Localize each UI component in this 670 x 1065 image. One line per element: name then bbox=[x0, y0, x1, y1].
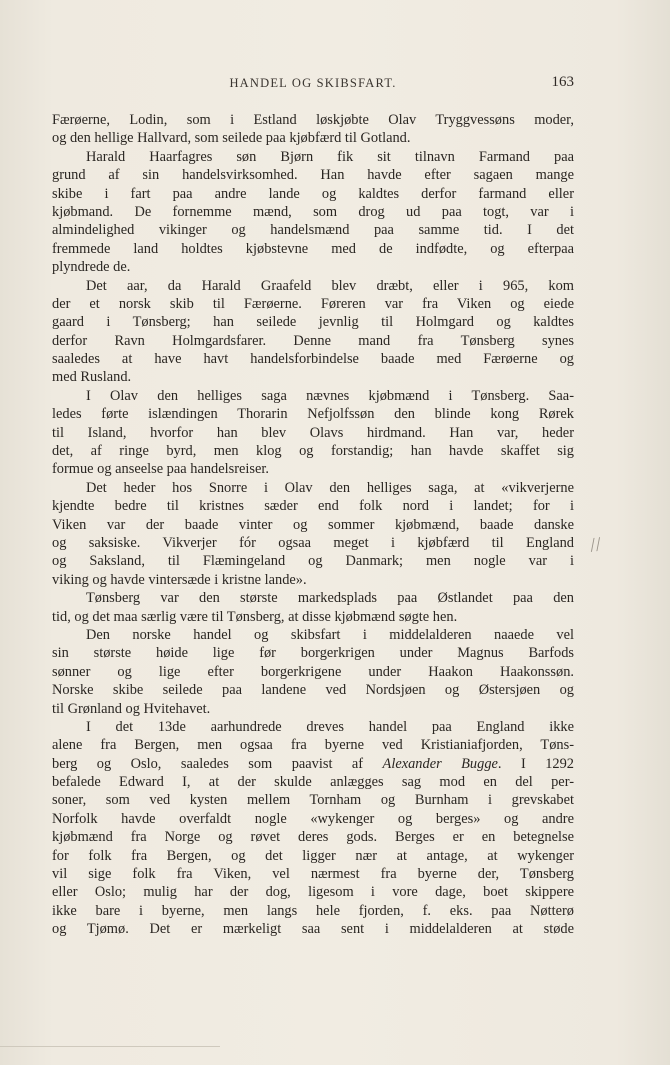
line-text: I Olav den helliges saga nævnes kjøbmænd i Tønsberg. Saa- bbox=[86, 387, 574, 404]
line-text: og den hellige Hallvard, som seilede paa kjøbfærd til Gotland. bbox=[52, 130, 411, 147]
line-text: sønner og lige efter borgerkrigene under Haakon Haakonssøn. bbox=[52, 663, 574, 680]
line-text: saaledes at have havt handelsforbindelse baade med Færøerne og bbox=[52, 351, 574, 368]
text-line bbox=[52, 350, 574, 368]
text-line bbox=[52, 534, 574, 552]
line-text: Norfolk havde overfaldt nogle «wykenger og berges» og andre bbox=[52, 810, 574, 827]
line-text: kjøbmand. De fornemme mænd, som drog ud paa togt, var i bbox=[52, 203, 574, 220]
text-line bbox=[52, 718, 574, 736]
text-line bbox=[52, 295, 574, 313]
text-line bbox=[52, 755, 574, 773]
line-text: formue og anseelse paa handelsreiser. bbox=[52, 461, 269, 478]
text-line bbox=[52, 608, 574, 626]
line-text: Viken var der baade vinter og sommer kjøbmænd, baade danske bbox=[52, 516, 574, 533]
text-line bbox=[52, 387, 574, 405]
text-line bbox=[52, 497, 574, 515]
line-text: befalede Edward I, at der skulde anlægges sag mod en del per- bbox=[52, 774, 574, 791]
running-head: HANDEL OG SKIBSFART. bbox=[229, 76, 397, 90]
page-header bbox=[52, 76, 574, 96]
text-line bbox=[52, 516, 574, 534]
text-line bbox=[52, 148, 574, 166]
text-line bbox=[52, 791, 574, 809]
line-text: gaard i Tønsberg; han seilede jevnlig til Holmgard og kaldtes bbox=[52, 314, 574, 331]
text-line bbox=[52, 700, 574, 718]
line-text: ikke bare i byerne, men langs hele fjorden, f. eks. paa Nøtterø bbox=[52, 902, 574, 919]
line-text: almindelighed vikinger og handelsmænd paa samme tid. I det bbox=[52, 222, 574, 239]
text-line bbox=[52, 313, 574, 331]
line-text: Tønsberg var den største markedsplads paa Østlandet paa den bbox=[86, 590, 574, 607]
text-line bbox=[52, 185, 574, 203]
text-line bbox=[52, 552, 574, 570]
line-text: Harald Haarfagres søn Bjørn fik sit tilnavn Farmand paa bbox=[86, 148, 574, 165]
line-text-continued: . I 1292 bbox=[497, 755, 574, 772]
text-line bbox=[52, 166, 574, 184]
line-text: plyndrede de. bbox=[52, 259, 131, 276]
line-text: for folk fra Bergen, og det ligger nær at antage, at wykenger bbox=[52, 847, 574, 864]
text-line bbox=[52, 663, 574, 681]
page-number: 163 bbox=[551, 74, 574, 90]
line-text: sin største høide lige før borgerkrigen under Magnus Barfods bbox=[52, 645, 574, 662]
italic-author-name: Alexander Bugge bbox=[382, 755, 498, 772]
line-text: eller Oslo; mulig har der dog, ligesom i vore dage, boet skippere bbox=[52, 884, 574, 901]
text-line bbox=[52, 828, 574, 846]
line-text: viking og havde vintersæde i kristne lande». bbox=[52, 571, 307, 588]
line-text: skibe i fart paa andre lande og kaldtes derfor farmand eller bbox=[52, 185, 574, 202]
line-text: ledes førte islændingen Thorarin Nefjolfssøn den blinde kong Rørek bbox=[52, 406, 574, 423]
line-text: soner, som ved kysten mellem Tornham og Burnham i grevskabet bbox=[52, 792, 574, 809]
text-line bbox=[52, 773, 574, 791]
text-line bbox=[52, 129, 574, 147]
text-line bbox=[52, 277, 574, 295]
text-line bbox=[52, 258, 574, 276]
line-text: vil sige folk fra Viken, vel nærmest fra byerne der, Tønsberg bbox=[52, 866, 574, 883]
line-text: Færøerne, Lodin, som i Estland løskjøbte Olav Tryggvessøns moder, bbox=[52, 112, 574, 128]
text-line bbox=[52, 681, 574, 699]
line-text: kjøbmænd fra Norge og røvet deres gods. Berges er en betegnelse bbox=[52, 829, 574, 846]
line-text: fremmede land holdtes kjøbstevne med de indfødte, og efterpaa bbox=[52, 240, 574, 257]
line-text: kjendte bedre til kristnes sæder end folk nord i landet; for i bbox=[52, 498, 574, 515]
line-text: Den norske handel og skibsfart i middelalderen naaede vel bbox=[86, 626, 574, 643]
text-line bbox=[52, 460, 574, 478]
text-line bbox=[52, 883, 574, 901]
text-line bbox=[52, 479, 574, 497]
text-line bbox=[52, 626, 574, 644]
line-text: der et norsk skib til Færøerne. Føreren var fra Viken og eiede bbox=[52, 295, 574, 312]
line-text: grund af sin handelsvirksomhed. Han havde efter sagaen mange bbox=[52, 167, 574, 184]
line-text: til Grønland og Hvitehavet. bbox=[52, 700, 211, 717]
line-text: berg og Oslo, saaledes som paavist af bbox=[52, 755, 383, 772]
text-line bbox=[52, 368, 574, 386]
line-text: og Tjømø. Det er mærkeligt saa sent i middelalderen at støde bbox=[52, 921, 574, 938]
line-text: Norske skibe seilede paa landene ved Nordsjøen og Østersjøen og bbox=[52, 682, 574, 699]
text-line bbox=[52, 847, 574, 865]
text-line bbox=[52, 424, 574, 442]
line-text: alene fra Bergen, men ogsaa fra byerne ved Kristianiafjorden, Tøns- bbox=[52, 737, 574, 754]
line-text: til Island, hvorfor han blev Olavs hirdmand. Han var, heder bbox=[52, 424, 574, 441]
line-text: og Saksland, til Flæmingeland og Danmark; men nogle var i bbox=[52, 553, 574, 570]
line-text: Det heder hos Snorre i Olav den helliges saga, at «vikverjerne bbox=[86, 479, 574, 496]
line-text: og saksiske. Vikverjer fór ogsaa meget i kjøbfærd til England bbox=[52, 534, 574, 551]
text-line bbox=[52, 920, 574, 938]
line-text: det, af ringe byrd, men klog og forstandig; han havde skaffet sig bbox=[52, 443, 574, 460]
line-text: derfor Ravn Holmgardsfarer. Denne mand fra Tønsberg synes bbox=[52, 332, 574, 349]
text-line bbox=[52, 589, 574, 607]
text-line bbox=[52, 571, 574, 589]
text-line bbox=[52, 332, 574, 350]
margin-pencil-mark: // bbox=[588, 533, 603, 557]
line-text: I det 13de aarhundrede dreves handel paa England ikke bbox=[86, 718, 574, 735]
text-line bbox=[52, 442, 574, 460]
text-line bbox=[52, 221, 574, 239]
line-text: tid, og det maa særlig være til Tønsberg, at disse kjøbmænd søgte hen. bbox=[52, 608, 458, 625]
text-line bbox=[52, 810, 574, 828]
text-line bbox=[52, 865, 574, 883]
text-line bbox=[52, 736, 574, 754]
line-text: med Rusland. bbox=[52, 369, 132, 386]
text-line bbox=[52, 405, 574, 423]
text-line bbox=[52, 240, 574, 258]
body-text bbox=[52, 111, 574, 939]
text-line bbox=[52, 902, 574, 920]
text-line bbox=[52, 644, 574, 662]
text-line bbox=[52, 203, 574, 221]
bottom-edge-rule bbox=[0, 1046, 220, 1047]
line-text: Det aar, da Harald Graafeld blev dræbt, eller i 965, kom bbox=[86, 277, 574, 294]
text-line bbox=[52, 111, 574, 129]
